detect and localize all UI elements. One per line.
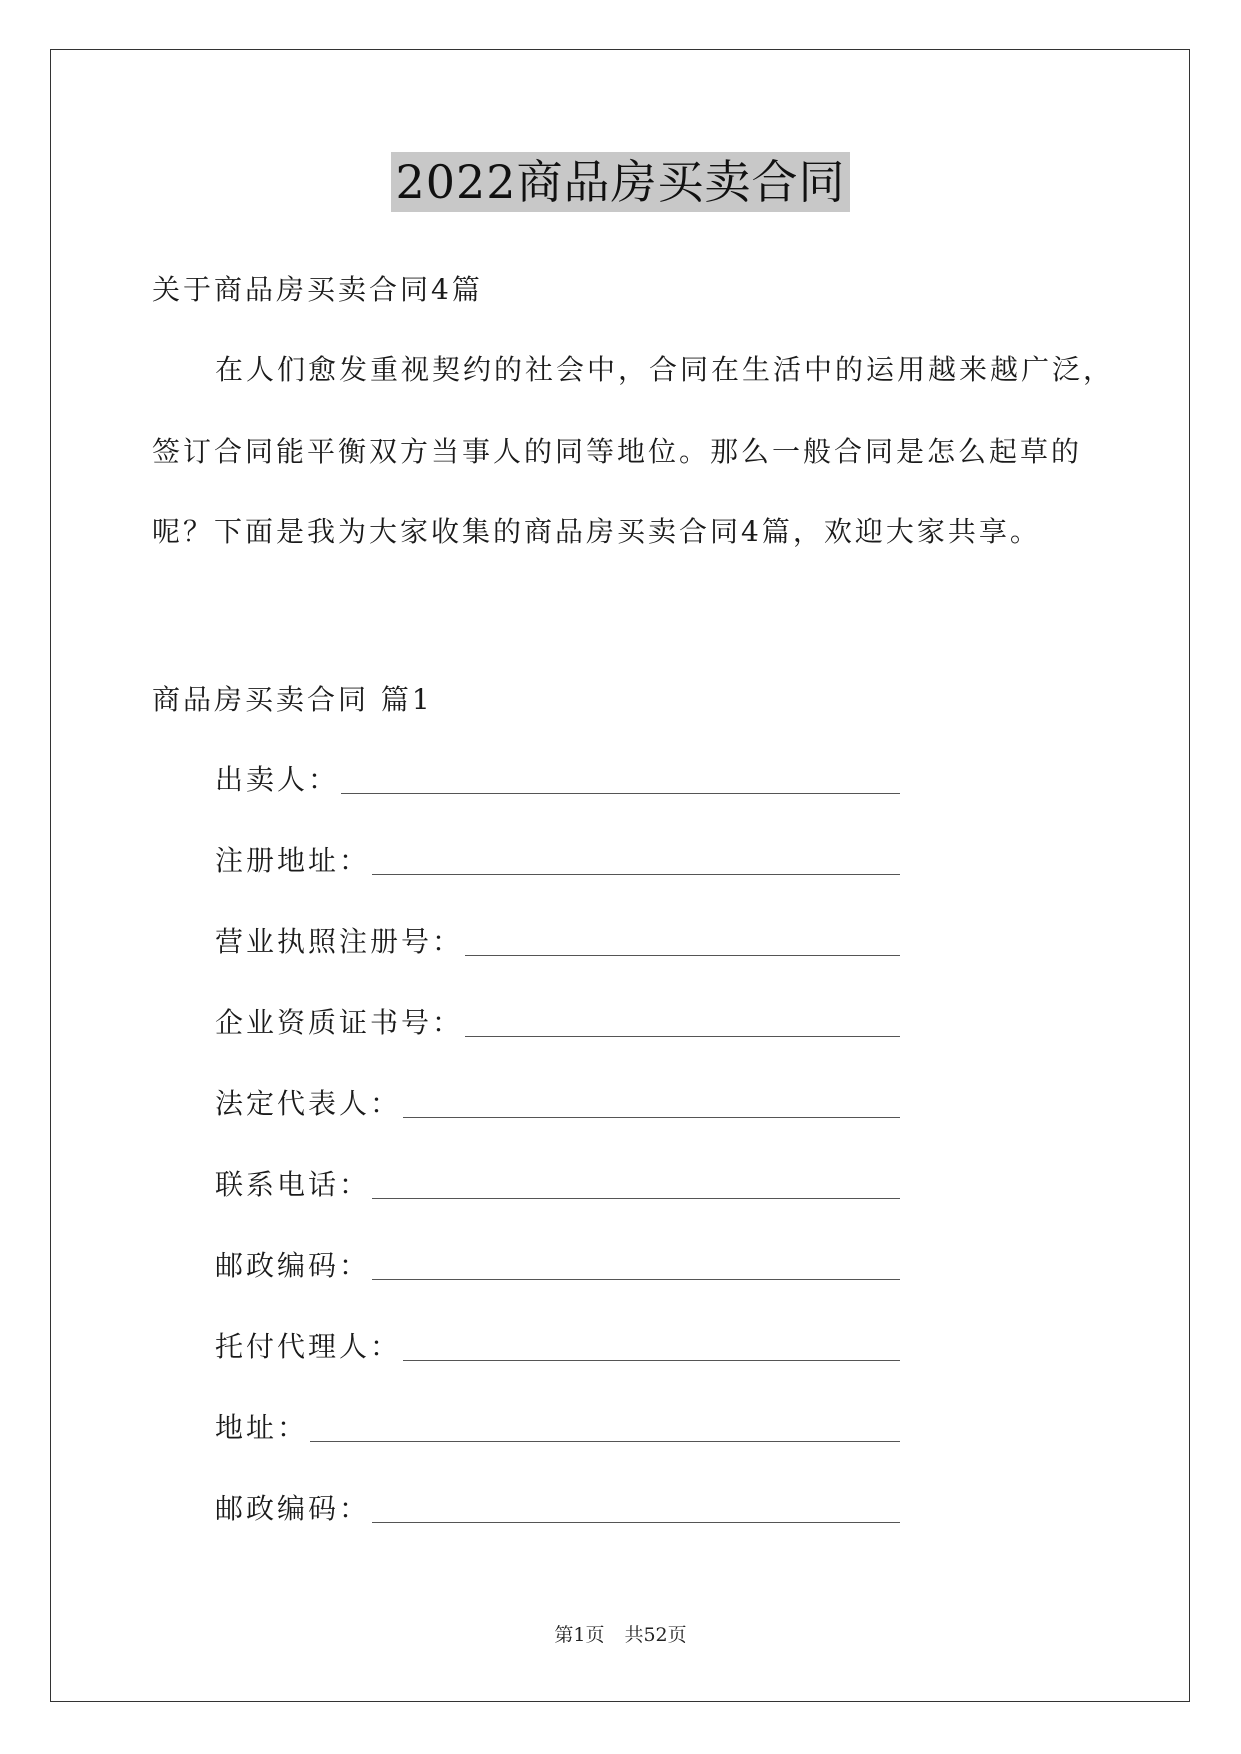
field-label: 邮政编码： <box>215 1249 371 1282</box>
field-business-license <box>215 924 900 960</box>
intro-line-1: 在人们愈发重视契约的社会中，合同在生活中的运用越来越广泛， <box>215 353 1115 386</box>
field-label: 联系电话： <box>215 1168 371 1201</box>
title-container <box>0 152 1241 212</box>
field-label: 注册地址： <box>215 844 371 877</box>
field-registered-address <box>215 843 900 879</box>
field-legal-rep <box>215 1086 900 1122</box>
field-postal-code <box>215 1248 900 1284</box>
field-postal-code-2 <box>215 1491 900 1527</box>
field-label: 托付代理人： <box>215 1330 402 1363</box>
field-label: 地址： <box>215 1411 309 1444</box>
total-pages: 共52页 <box>624 1624 687 1646</box>
field-label: 出卖人： <box>215 763 340 796</box>
field-label: 法定代表人： <box>215 1087 402 1120</box>
field-blank-line[interactable] <box>372 854 900 875</box>
field-blank-line[interactable] <box>465 935 900 956</box>
field-blank-line[interactable] <box>372 1259 900 1280</box>
page-footer <box>0 1622 1241 1648</box>
field-phone <box>215 1167 900 1203</box>
section-heading: 商品房买卖合同 篇1 <box>152 683 433 716</box>
document-subtitle: 关于商品房买卖合同4篇 <box>152 273 483 306</box>
field-qualification-cert <box>215 1005 900 1041</box>
document-title: 2022商品房买卖合同 <box>391 152 849 212</box>
field-agent <box>215 1329 900 1365</box>
field-blank-line[interactable] <box>341 773 900 794</box>
field-blank-line[interactable] <box>403 1340 900 1361</box>
field-blank-line[interactable] <box>372 1502 900 1523</box>
field-seller <box>215 762 900 798</box>
field-label: 邮政编码： <box>215 1492 371 1525</box>
field-blank-line[interactable] <box>403 1097 900 1118</box>
field-blank-line[interactable] <box>465 1016 900 1037</box>
intro-line-3: 呢？下面是我为大家收集的商品房买卖合同4篇，欢迎大家共享。 <box>152 515 1041 548</box>
field-blank-line[interactable] <box>372 1178 900 1199</box>
field-address <box>215 1410 900 1446</box>
current-page-number: 第1页 <box>554 1624 605 1646</box>
intro-line-2: 签订合同能平衡双方当事人的同等地位。那么一般合同是怎么起草的 <box>152 435 1083 468</box>
field-blank-line[interactable] <box>310 1421 900 1442</box>
field-label: 企业资质证书号： <box>215 1006 464 1039</box>
field-label: 营业执照注册号： <box>215 925 464 958</box>
